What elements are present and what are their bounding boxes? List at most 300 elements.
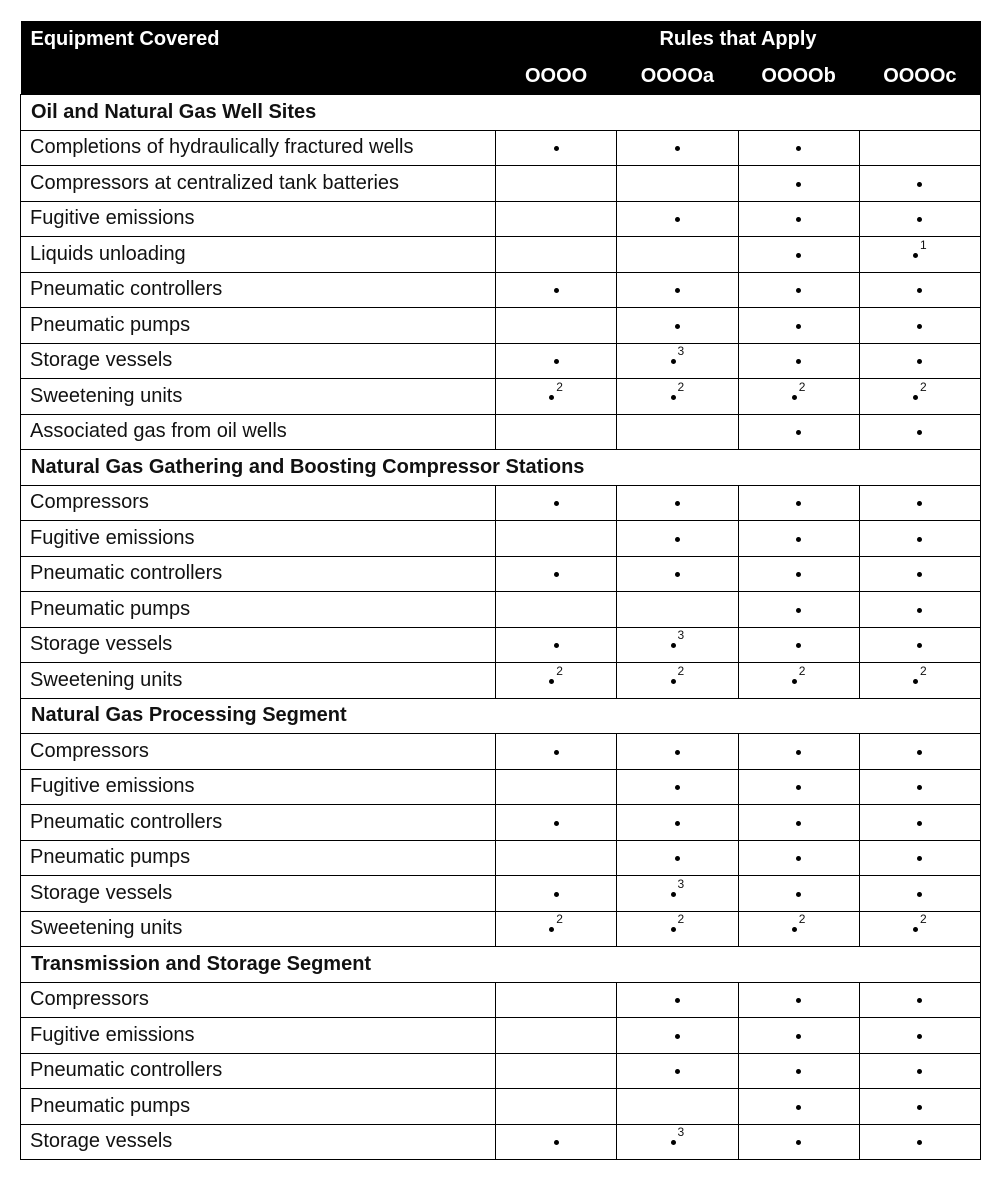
rule-cell-oooob [738, 130, 859, 166]
rule-cell-ooooc [859, 1053, 980, 1089]
footnote-marker: 2 [556, 912, 563, 927]
rule-cell-oooob [738, 982, 859, 1018]
rule-cell-oooo [496, 343, 617, 379]
bullet-icon [675, 501, 680, 506]
rule-cell-ooooc [859, 627, 980, 663]
applies-mark [913, 912, 927, 940]
rule-cell-ooooa [617, 1089, 738, 1125]
bullet-icon [549, 679, 554, 684]
applies-mark [796, 882, 801, 905]
footnote-marker: 3 [677, 1125, 685, 1140]
bullet-icon [796, 785, 801, 790]
applies-mark [554, 882, 559, 905]
rule-cell-oooob [738, 379, 859, 415]
table-row [21, 1089, 981, 1125]
rule-cell-ooooc [859, 166, 980, 202]
rule-cell-ooooa [617, 592, 738, 628]
bullet-icon [549, 395, 554, 400]
table-row [21, 130, 981, 166]
bullet-icon [675, 288, 680, 293]
applies-mark [917, 172, 922, 195]
footnote-marker: 2 [798, 379, 806, 394]
applies-mark [917, 811, 922, 834]
applies-mark [671, 379, 685, 408]
applies-mark [796, 633, 801, 656]
table-row [21, 734, 981, 770]
bullet-icon [671, 892, 676, 897]
applies-mark [671, 912, 685, 940]
bullet-icon [917, 430, 922, 435]
column-header-oooob: OOOOb [738, 58, 859, 95]
rule-cell-oooo [496, 379, 617, 415]
rule-cell-oooo [496, 485, 617, 521]
applies-mark [796, 1024, 801, 1047]
table-row [21, 1018, 981, 1054]
bullet-icon [796, 288, 801, 293]
equipment-label: Fugitive emissions [21, 201, 496, 237]
applies-mark [917, 349, 922, 372]
equipment-label: Pneumatic pumps [21, 1089, 496, 1125]
equipment-label: Storage vessels [21, 1124, 496, 1160]
applies-mark [796, 1059, 801, 1082]
column-header-oooo: OOOO [496, 58, 617, 95]
table-row [21, 805, 981, 841]
bullet-icon [796, 501, 801, 506]
section-row [21, 95, 981, 131]
rule-cell-ooooa [617, 663, 738, 699]
applies-mark [796, 527, 801, 550]
rule-cell-ooooa [617, 130, 738, 166]
bullet-icon [792, 679, 797, 684]
footnote-marker: 3 [677, 876, 685, 891]
applies-mark [917, 775, 922, 798]
bullet-icon [675, 750, 680, 755]
applies-mark [917, 882, 922, 905]
footnote-marker: 3 [677, 344, 685, 359]
rule-cell-oooob [738, 521, 859, 557]
footnote-marker: 2 [920, 912, 927, 927]
bullet-icon [554, 572, 559, 577]
rule-cell-ooooa [617, 414, 738, 450]
bullet-icon [796, 998, 801, 1003]
applies-mark [675, 491, 680, 514]
equipment-label: Storage vessels [21, 876, 496, 912]
applies-mark [917, 1059, 922, 1082]
rule-cell-oooo [496, 308, 617, 344]
bullet-icon [554, 750, 559, 755]
rule-cell-oooob [738, 805, 859, 841]
bullet-icon [671, 395, 676, 400]
rule-cell-ooooc [859, 272, 980, 308]
table-row [21, 982, 981, 1018]
bullet-icon [796, 572, 801, 577]
rule-cell-ooooc [859, 521, 980, 557]
applies-mark [796, 349, 801, 372]
applies-mark [549, 663, 563, 692]
applies-mark [675, 846, 680, 869]
applies-mark [796, 1095, 801, 1118]
applies-mark [549, 379, 563, 408]
rule-cell-oooo [496, 1089, 617, 1125]
rule-cell-oooo [496, 1124, 617, 1160]
rule-cell-ooooc [859, 769, 980, 805]
bullet-icon [554, 146, 559, 151]
bullet-icon [796, 608, 801, 613]
rule-cell-oooo [496, 1053, 617, 1089]
rule-cell-oooo [496, 663, 617, 699]
applies-mark [796, 598, 801, 621]
applies-mark [917, 1130, 922, 1153]
rule-cell-ooooc [859, 1089, 980, 1125]
rule-cell-oooo [496, 166, 617, 202]
equipment-label: Pneumatic controllers [21, 805, 496, 841]
applies-mark [675, 988, 680, 1011]
applies-mark [554, 562, 559, 585]
table-row [21, 663, 981, 699]
applies-mark [675, 527, 680, 550]
rule-cell-ooooc [859, 130, 980, 166]
rule-cell-oooob [738, 485, 859, 521]
equipment-label: Pneumatic controllers [21, 272, 496, 308]
equipment-label: Pneumatic pumps [21, 840, 496, 876]
rule-cell-ooooc [859, 308, 980, 344]
equipment-label: Fugitive emissions [21, 521, 496, 557]
rule-cell-oooo [496, 130, 617, 166]
bullet-icon [913, 395, 918, 400]
applies-mark [554, 811, 559, 834]
rule-cell-oooo [496, 237, 617, 273]
bullet-icon [917, 785, 922, 790]
rule-cell-ooooa [617, 166, 738, 202]
bullet-icon [671, 1140, 676, 1145]
bullet-icon [675, 1034, 680, 1039]
rule-cell-oooob [738, 876, 859, 912]
bullet-icon [917, 856, 922, 861]
bullet-icon [796, 892, 801, 897]
bullet-icon [917, 572, 922, 577]
table-row [21, 769, 981, 805]
rule-cell-ooooc [859, 592, 980, 628]
rule-cell-oooob [738, 627, 859, 663]
bullet-icon [917, 643, 922, 648]
rule-cell-oooob [738, 201, 859, 237]
applies-mark [917, 846, 922, 869]
rule-cell-ooooc [859, 201, 980, 237]
rule-cell-oooob [738, 840, 859, 876]
applies-mark [671, 876, 685, 905]
rule-cell-ooooc [859, 414, 980, 450]
applies-mark [796, 172, 801, 195]
bullet-icon [917, 359, 922, 364]
applies-mark [917, 1024, 922, 1047]
rule-cell-ooooc [859, 237, 980, 273]
applies-mark [796, 136, 801, 159]
applies-mark [917, 740, 922, 763]
rule-cell-ooooa [617, 911, 738, 947]
bullet-icon [917, 501, 922, 506]
rule-cell-oooob [738, 272, 859, 308]
rules-that-apply-header: Rules that Apply [496, 21, 981, 58]
rule-cell-oooob [738, 166, 859, 202]
rule-cell-ooooa [617, 272, 738, 308]
rule-cell-oooob [738, 343, 859, 379]
equipment-label: Sweetening units [21, 379, 496, 415]
rule-cell-oooo [496, 201, 617, 237]
rule-cell-oooo [496, 414, 617, 450]
bullet-icon [675, 821, 680, 826]
footnote-marker: 2 [677, 912, 685, 927]
bullet-icon [554, 501, 559, 506]
table-row [21, 592, 981, 628]
applies-mark [671, 628, 685, 656]
rule-cell-ooooa [617, 769, 738, 805]
applies-mark [796, 811, 801, 834]
rule-cell-ooooc [859, 379, 980, 415]
footnote-marker: 2 [798, 663, 806, 678]
rule-cell-ooooc [859, 556, 980, 592]
rule-cell-ooooa [617, 627, 738, 663]
bullet-icon [917, 1034, 922, 1039]
rule-cell-ooooa [617, 734, 738, 770]
footnote-marker: 2 [556, 379, 563, 394]
equipment-label: Associated gas from oil wells [21, 414, 496, 450]
rule-cell-ooooa [617, 805, 738, 841]
applies-mark [796, 278, 801, 301]
applies-mark [675, 314, 680, 337]
applies-mark [675, 1024, 680, 1047]
applies-mark [675, 136, 680, 159]
footnote-marker: 2 [677, 663, 685, 678]
applies-mark [792, 912, 806, 940]
bullet-icon [675, 856, 680, 861]
equipment-rules-table [20, 21, 981, 1160]
bullet-icon [796, 643, 801, 648]
rule-cell-ooooa [617, 485, 738, 521]
bullet-icon [554, 892, 559, 897]
rule-cell-ooooc [859, 840, 980, 876]
applies-mark [792, 663, 806, 692]
bullet-icon [913, 253, 918, 258]
footnote-marker: 1 [920, 237, 927, 252]
bullet-icon [675, 537, 680, 542]
table-body [21, 95, 981, 1160]
bullet-icon [675, 998, 680, 1003]
applies-mark [796, 562, 801, 585]
applies-mark [675, 278, 680, 301]
applies-mark [554, 349, 559, 372]
applies-mark [913, 663, 927, 692]
applies-mark [917, 278, 922, 301]
applies-mark [554, 740, 559, 763]
rule-cell-oooob [738, 414, 859, 450]
equipment-label: Compressors at centralized tank batteries [21, 166, 496, 202]
table-row [21, 308, 981, 344]
bullet-icon [917, 324, 922, 329]
table-row [21, 166, 981, 202]
rule-cell-ooooc [859, 911, 980, 947]
equipment-label: Pneumatic pumps [21, 592, 496, 628]
bullet-icon [917, 537, 922, 542]
bullet-icon [554, 359, 559, 364]
rule-cell-ooooc [859, 1018, 980, 1054]
equipment-label: Pneumatic pumps [21, 308, 496, 344]
equipment-label: Compressors [21, 485, 496, 521]
equipment-label: Sweetening units [21, 911, 496, 947]
applies-mark [554, 136, 559, 159]
rule-cell-ooooa [617, 982, 738, 1018]
bullet-icon [917, 1105, 922, 1110]
rule-cell-oooob [738, 1124, 859, 1160]
applies-mark [671, 344, 685, 372]
applies-mark [917, 988, 922, 1011]
bullet-icon [675, 1069, 680, 1074]
equipment-label: Liquids unloading [21, 237, 496, 273]
section-row [21, 698, 981, 734]
equipment-label: Pneumatic controllers [21, 1053, 496, 1089]
bullet-icon [554, 643, 559, 648]
applies-mark [796, 243, 801, 266]
rule-cell-oooo [496, 627, 617, 663]
table-row [21, 521, 981, 557]
rule-cell-ooooa [617, 237, 738, 273]
equipment-label: Completions of hydraulically fractured wells [21, 130, 496, 166]
bullet-icon [792, 395, 797, 400]
applies-mark [554, 278, 559, 301]
bullet-icon [796, 430, 801, 435]
bullet-icon [671, 679, 676, 684]
bullet-icon [917, 892, 922, 897]
bullet-icon [796, 537, 801, 542]
rule-cell-oooo [496, 521, 617, 557]
rule-cell-oooob [738, 556, 859, 592]
rule-cell-oooo [496, 769, 617, 805]
rule-cell-oooob [738, 592, 859, 628]
bullet-icon [792, 927, 797, 932]
bullet-icon [917, 217, 922, 222]
applies-mark [913, 379, 927, 408]
applies-mark [913, 237, 927, 266]
equipment-label: Compressors [21, 982, 496, 1018]
bullet-icon [796, 1105, 801, 1110]
rule-cell-ooooa [617, 521, 738, 557]
bullet-icon [796, 1069, 801, 1074]
applies-mark [549, 912, 563, 940]
table-header [21, 21, 981, 95]
applies-mark [917, 527, 922, 550]
rule-cell-oooob [738, 734, 859, 770]
applies-mark [796, 207, 801, 230]
applies-mark [554, 1130, 559, 1153]
applies-mark [917, 491, 922, 514]
rule-cell-ooooc [859, 876, 980, 912]
rule-cell-ooooa [617, 840, 738, 876]
applies-mark [675, 562, 680, 585]
rule-cell-ooooa [617, 308, 738, 344]
applies-mark [796, 314, 801, 337]
rule-cell-oooo [496, 734, 617, 770]
bullet-icon [917, 1069, 922, 1074]
applies-mark [675, 811, 680, 834]
bullet-icon [913, 679, 918, 684]
rule-cell-ooooa [617, 1018, 738, 1054]
applies-mark [917, 314, 922, 337]
applies-mark [917, 598, 922, 621]
rule-cell-ooooc [859, 1124, 980, 1160]
section-title: Natural Gas Processing Segment [21, 698, 981, 734]
applies-mark [554, 633, 559, 656]
rule-cell-ooooa [617, 1053, 738, 1089]
rule-cell-oooob [738, 769, 859, 805]
section-title: Natural Gas Gathering and Boosting Compressor Stations [21, 450, 981, 486]
applies-mark [917, 420, 922, 443]
table-row [21, 1124, 981, 1160]
equipment-label: Compressors [21, 734, 496, 770]
bullet-icon [796, 1034, 801, 1039]
rule-cell-ooooa [617, 201, 738, 237]
rule-cell-oooo [496, 876, 617, 912]
applies-mark [671, 663, 685, 692]
applies-mark [917, 207, 922, 230]
bullet-icon [675, 572, 680, 577]
footnote-marker: 2 [920, 663, 927, 678]
applies-mark [796, 491, 801, 514]
applies-mark [675, 775, 680, 798]
rule-cell-ooooa [617, 556, 738, 592]
bullet-icon [671, 359, 676, 364]
table-row [21, 485, 981, 521]
rule-cell-ooooc [859, 982, 980, 1018]
bullet-icon [796, 182, 801, 187]
applies-mark [675, 740, 680, 763]
rule-cell-oooo [496, 272, 617, 308]
rule-cell-ooooa [617, 876, 738, 912]
bullet-icon [796, 750, 801, 755]
bullet-icon [913, 927, 918, 932]
bullet-icon [554, 821, 559, 826]
table-row [21, 1053, 981, 1089]
section-title: Oil and Natural Gas Well Sites [21, 95, 981, 131]
bullet-icon [796, 359, 801, 364]
applies-mark [796, 420, 801, 443]
rule-cell-ooooc [859, 734, 980, 770]
equipment-label: Storage vessels [21, 627, 496, 663]
applies-mark [675, 1059, 680, 1082]
equipment-label: Fugitive emissions [21, 769, 496, 805]
bullet-icon [917, 288, 922, 293]
footnote-marker: 2 [556, 663, 563, 678]
bullet-icon [671, 643, 676, 648]
equipment-label: Sweetening units [21, 663, 496, 699]
table-row [21, 272, 981, 308]
column-header-ooooc: OOOOc [859, 58, 980, 95]
applies-mark [796, 988, 801, 1011]
bullet-icon [675, 324, 680, 329]
applies-mark [792, 379, 806, 408]
rule-cell-oooo [496, 1018, 617, 1054]
footnote-marker: 2 [920, 379, 927, 394]
bullet-icon [917, 608, 922, 613]
bullet-icon [917, 750, 922, 755]
applies-mark [554, 491, 559, 514]
bullet-icon [917, 182, 922, 187]
bullet-icon [675, 146, 680, 151]
bullet-icon [796, 1140, 801, 1145]
bullet-icon [675, 785, 680, 790]
bullet-icon [917, 998, 922, 1003]
bullet-icon [671, 927, 676, 932]
applies-mark [675, 207, 680, 230]
applies-mark [917, 1095, 922, 1118]
